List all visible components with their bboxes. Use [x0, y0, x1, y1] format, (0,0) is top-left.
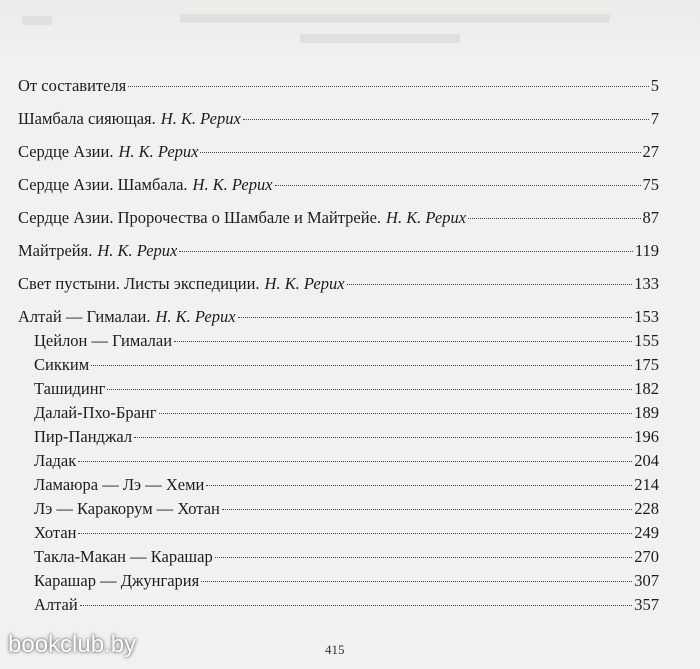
toc-entry-title: Сикким — [34, 355, 90, 374]
toc-entry-page-number: 214 — [634, 475, 659, 494]
toc-entry-title: Такла-Макан — Карашар — [34, 547, 213, 566]
dot-leader — [78, 532, 632, 534]
toc-entry-author: Н. К. Рерих — [118, 142, 199, 161]
dot-leader — [200, 151, 640, 153]
toc-entry-title: От составителя — [18, 76, 127, 95]
toc-entry-title: Хотан — [34, 523, 77, 542]
toc-subentry — [18, 426, 659, 448]
dot-leader — [347, 283, 633, 285]
toc-entry-author: Н. К. Рерих — [264, 274, 345, 293]
toc-entry-title: Лэ — Каракорум — Хотан — [34, 499, 220, 518]
toc-subentry — [18, 474, 659, 496]
table-of-contents — [18, 75, 659, 616]
toc-entry-title: Сердце Азии. Пророчества о Шамбале и Майтрейе. — [18, 208, 382, 227]
toc-entry-page-number: 204 — [634, 451, 659, 470]
toc-entry-page-number: 357 — [634, 595, 659, 614]
watermark-logo: bookclub.by — [8, 631, 137, 658]
toc-entry-page-number: 119 — [634, 241, 659, 260]
toc-entry-title: Сердце Азии. Шамбала. — [18, 175, 188, 194]
toc-subentry — [18, 546, 659, 568]
dot-leader — [128, 85, 648, 87]
toc-entry-page-number: 75 — [642, 175, 659, 194]
toc-entry-page-number: 133 — [634, 274, 659, 293]
toc-entry-page-number: 153 — [634, 307, 659, 326]
toc-entry-title: Пир-Панджал — [34, 427, 133, 446]
toc-entry-page-number: 249 — [634, 523, 659, 542]
toc-entry-page-number: 87 — [642, 208, 659, 227]
toc-entry-page-number: 155 — [634, 331, 659, 350]
toc-entry-author: Н. К. Рерих — [160, 109, 241, 128]
dot-leader — [159, 412, 633, 414]
bleed-through-area — [0, 0, 700, 60]
toc-entry-page-number: 7 — [650, 109, 659, 128]
dot-leader — [201, 580, 632, 582]
dot-leader — [179, 250, 632, 252]
toc-entry-page-number: 27 — [642, 142, 659, 161]
toc-entry-title: Алтай — [34, 595, 78, 614]
dot-leader — [80, 604, 633, 606]
toc-entry-title: Сердце Азии. — [18, 142, 114, 161]
toc-subentry — [18, 354, 659, 376]
toc-entry-page-number: 307 — [634, 571, 659, 590]
toc-entry — [18, 273, 659, 295]
toc-entry-page-number: 182 — [634, 379, 659, 398]
toc-entry — [18, 174, 659, 196]
toc-entry — [18, 108, 659, 130]
dot-leader — [222, 508, 632, 510]
toc-entry-page-number: 189 — [634, 403, 659, 422]
toc-entry — [18, 207, 659, 229]
toc-entry-title: Майтрейя. — [18, 241, 93, 260]
dot-leader — [107, 388, 632, 390]
bleed-text-line — [22, 16, 52, 25]
toc-entry-title: Карашар — Джунгария — [34, 571, 200, 590]
toc-subentry — [18, 450, 659, 472]
toc-subentry — [18, 594, 659, 616]
toc-entry-title: Ташидинг — [34, 379, 106, 398]
toc-entry-page-number: 196 — [634, 427, 659, 446]
dot-leader — [91, 364, 632, 366]
toc-subentry — [18, 378, 659, 400]
toc-entry-page-number: 175 — [634, 355, 659, 374]
dot-leader — [215, 556, 633, 558]
toc-entry-title: Ламаюра — Лэ — Хеми — [34, 475, 205, 494]
toc-entry-title: Свет пустыни. Листы экспедиции. — [18, 274, 260, 293]
bleed-text-line — [300, 34, 460, 43]
toc-entry-author: Н. К. Рерих — [192, 175, 273, 194]
dot-leader — [243, 118, 649, 120]
toc-entry-title: Алтай — Гималаи. — [18, 307, 151, 326]
toc-subentry — [18, 498, 659, 520]
toc-entry — [18, 141, 659, 163]
toc-entry-title: Цейлон — Гималаи — [34, 331, 173, 350]
toc-entry — [18, 240, 659, 262]
toc-entry — [18, 75, 659, 97]
toc-subentry — [18, 402, 659, 424]
toc-entry-author: Н. К. Рерих — [155, 307, 236, 326]
toc-entry-title: Ладак — [34, 451, 77, 470]
dot-leader — [468, 217, 640, 219]
toc-subentry — [18, 522, 659, 544]
toc-list — [18, 75, 659, 616]
toc-entry-author: Н. К. Рерих — [386, 208, 467, 227]
toc-subentry — [18, 570, 659, 592]
toc-entry-page-number: 228 — [634, 499, 659, 518]
dot-leader — [134, 436, 632, 438]
toc-subentry — [18, 330, 659, 352]
bleed-text-line — [180, 14, 610, 23]
toc-entry-page-number: 5 — [650, 76, 659, 95]
page-number: 415 — [325, 642, 345, 657]
dot-leader — [275, 184, 641, 186]
dot-leader — [238, 316, 633, 318]
toc-entry — [18, 306, 659, 328]
toc-entry-title: Далай-Пхо-Бранг — [34, 403, 157, 422]
dot-leader — [78, 460, 632, 462]
toc-entry-title: Шамбала сияющая. — [18, 109, 156, 128]
toc-entry-page-number: 270 — [634, 547, 659, 566]
dot-leader — [174, 340, 632, 342]
toc-entry-author: Н. К. Рерих — [97, 241, 178, 260]
dot-leader — [206, 484, 632, 486]
